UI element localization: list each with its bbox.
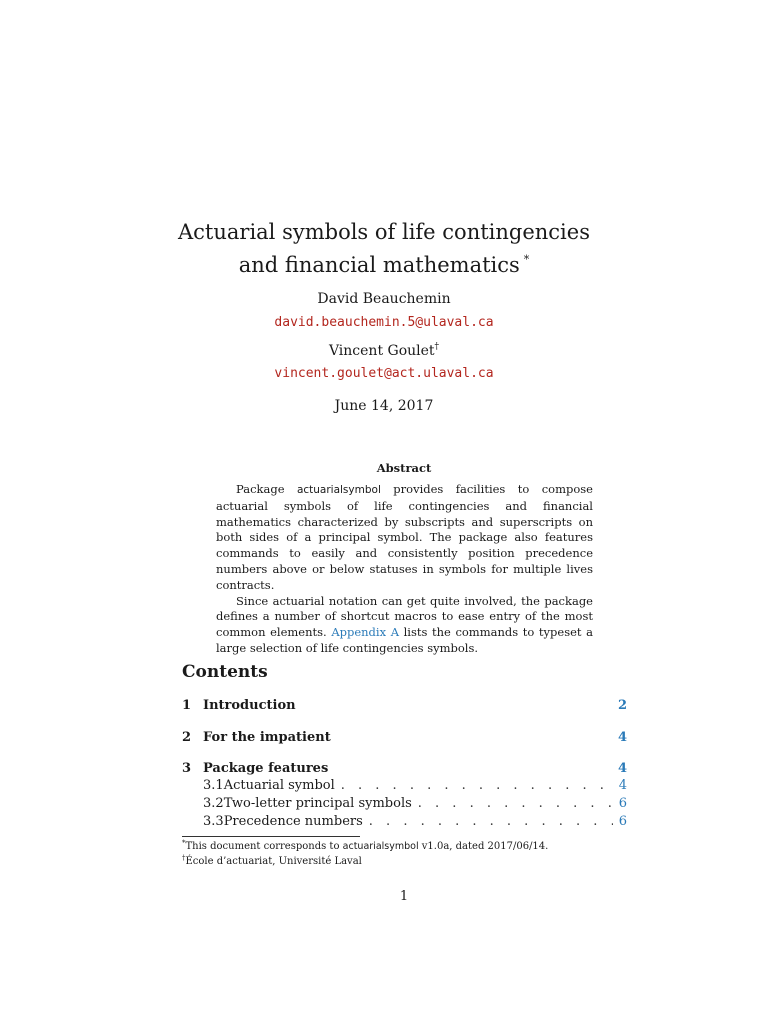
document-title: [0, 218, 768, 279]
toc-subsection-3-1[interactable]: [182, 778, 627, 793]
author-1-name-text: David Beauchemin: [317, 291, 451, 307]
abstract-body: [216, 482, 593, 657]
footnote-1-marker: *: [182, 839, 186, 847]
author-name-1: [0, 291, 768, 307]
abstract-paragraph-2: [216, 594, 593, 657]
package-name: actuarialsymbol: [296, 484, 381, 496]
toc-subsection-title: Actuarial symbol: [223, 778, 335, 793]
title-line-1: Actuarial symbols of life contingencies: [178, 220, 590, 244]
abstract-p1-before: Package: [236, 482, 297, 496]
document-date: June 14, 2017: [334, 398, 434, 414]
toc-subsection-3-3[interactable]: [182, 814, 627, 829]
title-footnote-marker[interactable]: *: [523, 253, 530, 266]
abstract-p2-after: lists the commands to typeset a large selection of life contingencies symbols.: [216, 625, 593, 655]
title-line-2: [0, 246, 768, 279]
footnote-1-before: This document corresponds to: [185, 841, 343, 852]
toc-section-2[interactable]: [182, 730, 627, 745]
toc-page-link[interactable]: 2: [617, 698, 627, 713]
toc-leader-dots: [341, 778, 613, 793]
toc-section-3[interactable]: [182, 761, 627, 776]
toc-section-number: 3: [182, 761, 192, 776]
footnote-1-package: actuarialsymbol: [342, 841, 419, 852]
author-name-2: [0, 342, 768, 359]
footnote-2-text: École d’actuariat, Université Laval: [185, 856, 362, 867]
toc-page-link[interactable]: 6: [618, 814, 627, 829]
footnote-2-marker: †: [182, 854, 186, 862]
toc-page-link[interactable]: 4: [617, 730, 627, 745]
toc-subsection-number: 3.3: [203, 814, 224, 829]
contents-heading: Contents: [182, 662, 268, 682]
toc-section-title: Package features: [203, 761, 329, 776]
footnote-1: [182, 839, 548, 852]
author-2-name-text: Vincent Goulet: [328, 343, 435, 359]
toc-section-1[interactable]: [182, 698, 627, 713]
author-email-1[interactable]: david.beauchemin.5@ulaval.ca: [274, 315, 494, 330]
toc-page-link[interactable]: 6: [618, 796, 627, 811]
abstract-p1-after: provides facilities to compose actuarial symbols of life contingencies and financial mathematics characterized by subscripts and superscripts on both sides of a principal symbol. The package also features commands to easily and consistently position precedence numbers above or below statuses in symbols for multiple lives contracts.: [216, 482, 593, 592]
toc-page-link[interactable]: 4: [618, 778, 627, 793]
toc-leader-dots: [418, 796, 613, 811]
footnote-1-after: v1.0a, dated 2017/06/14.: [418, 841, 549, 852]
toc-page-link[interactable]: 4: [617, 761, 627, 776]
page-number: 1: [399, 889, 409, 904]
toc-section-number: 2: [182, 730, 192, 745]
toc-section-title: Introduction: [203, 698, 296, 713]
toc-subsection-3-2[interactable]: [182, 796, 627, 811]
abstract-paragraph-1: [216, 482, 593, 594]
toc-section-number: 1: [182, 698, 192, 713]
appendix-a-link[interactable]: Appendix A: [331, 625, 399, 640]
abstract-p2-before: Since actuarial notation can get quite involved, the package defines a number of shortcut macros to ease entry of the most common elements.: [216, 593, 593, 640]
author-email-2[interactable]: vincent.goulet@act.ulaval.ca: [274, 366, 494, 381]
abstract-heading: Abstract: [376, 461, 432, 475]
toc-subsection-number: 3.1: [203, 778, 224, 793]
footnote-rule: [182, 836, 360, 837]
toc-leader-dots: [369, 814, 613, 829]
author-2-footnote-marker[interactable]: †: [434, 342, 440, 352]
title-line-2-text: and financial mathematics: [238, 253, 520, 277]
toc-subsection-title: Precedence numbers: [223, 814, 363, 829]
toc-subsection-number: 3.2: [203, 796, 224, 811]
toc-subsection-title: Two-letter principal symbols: [223, 796, 412, 811]
toc-section-title: For the impatient: [203, 730, 331, 745]
footnote-2: [182, 854, 362, 867]
